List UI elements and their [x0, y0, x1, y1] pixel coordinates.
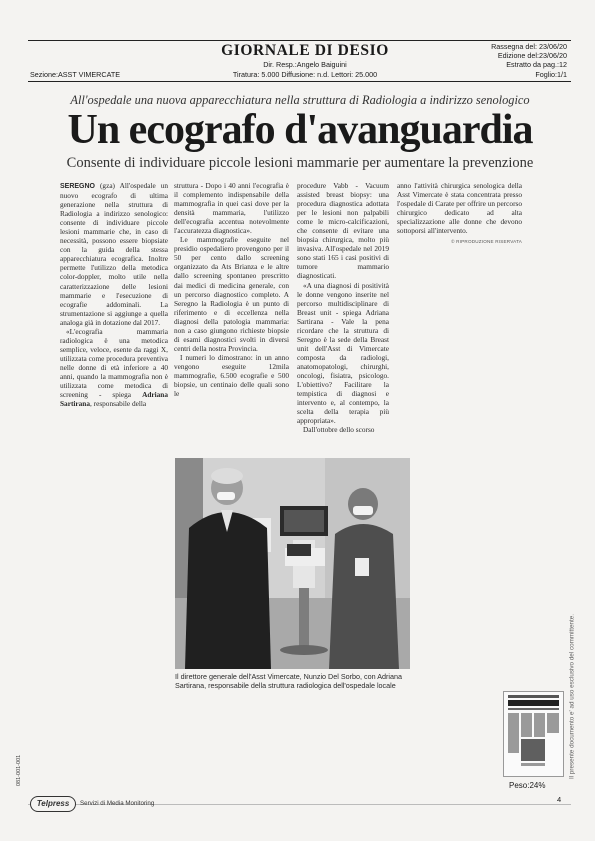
- article-column-1: [60, 181, 168, 408]
- article-column-3: [297, 181, 389, 434]
- paragraph: I numeri lo dimostrano: in un anno vengono eseguite 12mila mammografie, 6.500 ecografie e 500 biopsie, un centinaio delle quali sono le: [174, 352, 289, 399]
- clipping-meta: [491, 42, 567, 79]
- paragraph: Le mammografie eseguite nel presidio ospedaliero provengono per il 50 per cento dallo screening organizzato da Ats Brianza e le altre dallo screening spontaneo prescritto dai medici di medicina generale, con un percorso diagnostico completo. A Seregno la Radiologia è un punto di riferimento e di eccellenza nella diagnosi della patologia mammaria: non a caso giungono richieste biopsie di esami diagnostici svolti in diversi centri della nostra Provincia.: [174, 235, 289, 353]
- dateline: SEREGNO: [60, 183, 96, 190]
- director: Dir. Resp.:Angelo Baiguini: [263, 60, 347, 69]
- side-code: 081-001-001: [16, 754, 22, 786]
- article-headline: Un ecografo d'avanguardia: [67, 107, 533, 153]
- extract-page: Estratto da pag.:12: [506, 60, 567, 70]
- photo-caption: Il direttore generale dell'Asst Vimercate, Nunzio Del Sorbo, con Adriana Sartirana, responsabile della struttura radiologica dell'ospedale locale: [175, 672, 402, 690]
- paragraph: «A una diagnosi di positività le donne vengono inserite nel percorso multidisciplinare di Breast unit - spiega Adriana Sartirana - Vale la pena ricordare che la struttura di Seregno è la sede della Breast unit dell'Asst di Vimercate composta da radiologi, anatomopatologi, chirurghi, oncologi, fisiatra, psicologo. L'obiettivo? Facilitare la tempistica di diagnosi e intervento e, al contempo, la scelta della terapia più appropriata».: [297, 280, 389, 426]
- paragraph: Dall'ottobre dello scorso: [303, 425, 375, 435]
- article-photo: [175, 458, 410, 669]
- copyright-notice: © RIPRODUZIONE RISERVATA: [451, 239, 522, 245]
- weight-percent: Peso:24%: [509, 781, 546, 790]
- article-column-4: [397, 181, 522, 246]
- usage-disclaimer: Il presente documento e' ad uso esclusivo del committente.: [568, 614, 576, 780]
- telpress-logo: Telpress: [30, 796, 76, 812]
- thumbnail-preview: [504, 692, 563, 776]
- paragraph: anno l'attività chirurgica senologica della Asst Vimercate è stata concentrata presso l'ospedale di Carate per offrire un percorso chirurgico dedicato ad alta specializzazione alle donne che devono sottoporsi all'intervento.: [397, 181, 522, 236]
- article-kicker: All'ospedale una nuova apparecchiatura nella struttura di Radiologia a indirizzo senologico: [70, 93, 530, 107]
- article-subhead: Consente di individuare piccole lesioni mammarie per aumentare la prevenzione: [66, 155, 534, 171]
- sheet-count: Foglio:1/1: [535, 69, 567, 79]
- page-thumbnail: [503, 691, 564, 777]
- byline: (gza): [100, 181, 115, 190]
- edition-date: Edizione del:23/06/20: [497, 51, 567, 61]
- section-label: Sezione:ASST VIMERCATE: [30, 70, 121, 79]
- paragraph-text: All'ospedale un nuovo ecografo di ultima generazione nella struttura di Radiologia a indirizzo senologico: consente di individuare piccole lesioni mammarie che, in caso di necessità, possono essere biopsiate con la guida della stessa apparecchiatura ecografica. Inoltre permette l'utilizzo della metodica color-doppler, molto utile nella caratterizzazione delle lesioni mammarie e l'esecuzione di ecografie addominali. La strumentazione si aggiunge a quella analoga già in dotazione dal 2017.: [60, 181, 169, 327]
- photo-illustration: [175, 458, 410, 669]
- paragraph: procedure Vabb - Vacuum assisted breast biopsy: una procedura diagnostica adottata per le lesioni non palpabili come le micro-calcificazioni, che consente di evitare una biopsia chirurgica, molto più invasiva. All'ospedale nel 2019 sono stati 165 i casi positivi di tumore mammario diagnosticati.: [297, 181, 389, 281]
- paragraph-text: , responsabile della: [90, 399, 147, 409]
- paragraph: [60, 327, 168, 408]
- quoted-name: Adriana Sartirana: [60, 390, 169, 409]
- paragraph: [60, 181, 168, 327]
- rassegna-date: Rassegna del: 23/06/20: [491, 42, 567, 51]
- article-column-2: [174, 181, 289, 398]
- masthead: GIORNALE DI DESIO: [221, 42, 389, 59]
- service-label: Servizi di Media Monitoring: [80, 800, 155, 807]
- page-number: 4: [557, 795, 562, 804]
- paragraph-text: «L'ecografia mammaria radiologica è una metodica semplice, veloce, esente da raggi X, utilizzata come procedura preventiva nelle donne di età inferiore a 40 anni, quando la mammografia non è utilizzata come metodica di screening - spiega: [60, 326, 168, 400]
- circulation: Tiratura: 5.000 Diffusione: n.d. Lettori: 25.000: [232, 70, 378, 79]
- paragraph: struttura - Dopo i 40 anni l'ecografia è il complemento indispensabile della mammografia in quei casi dove per la densità mammaria, l'utilizzo dell'ecografia accentua notevolmente l'accuratezza diagnostica».: [174, 181, 289, 236]
